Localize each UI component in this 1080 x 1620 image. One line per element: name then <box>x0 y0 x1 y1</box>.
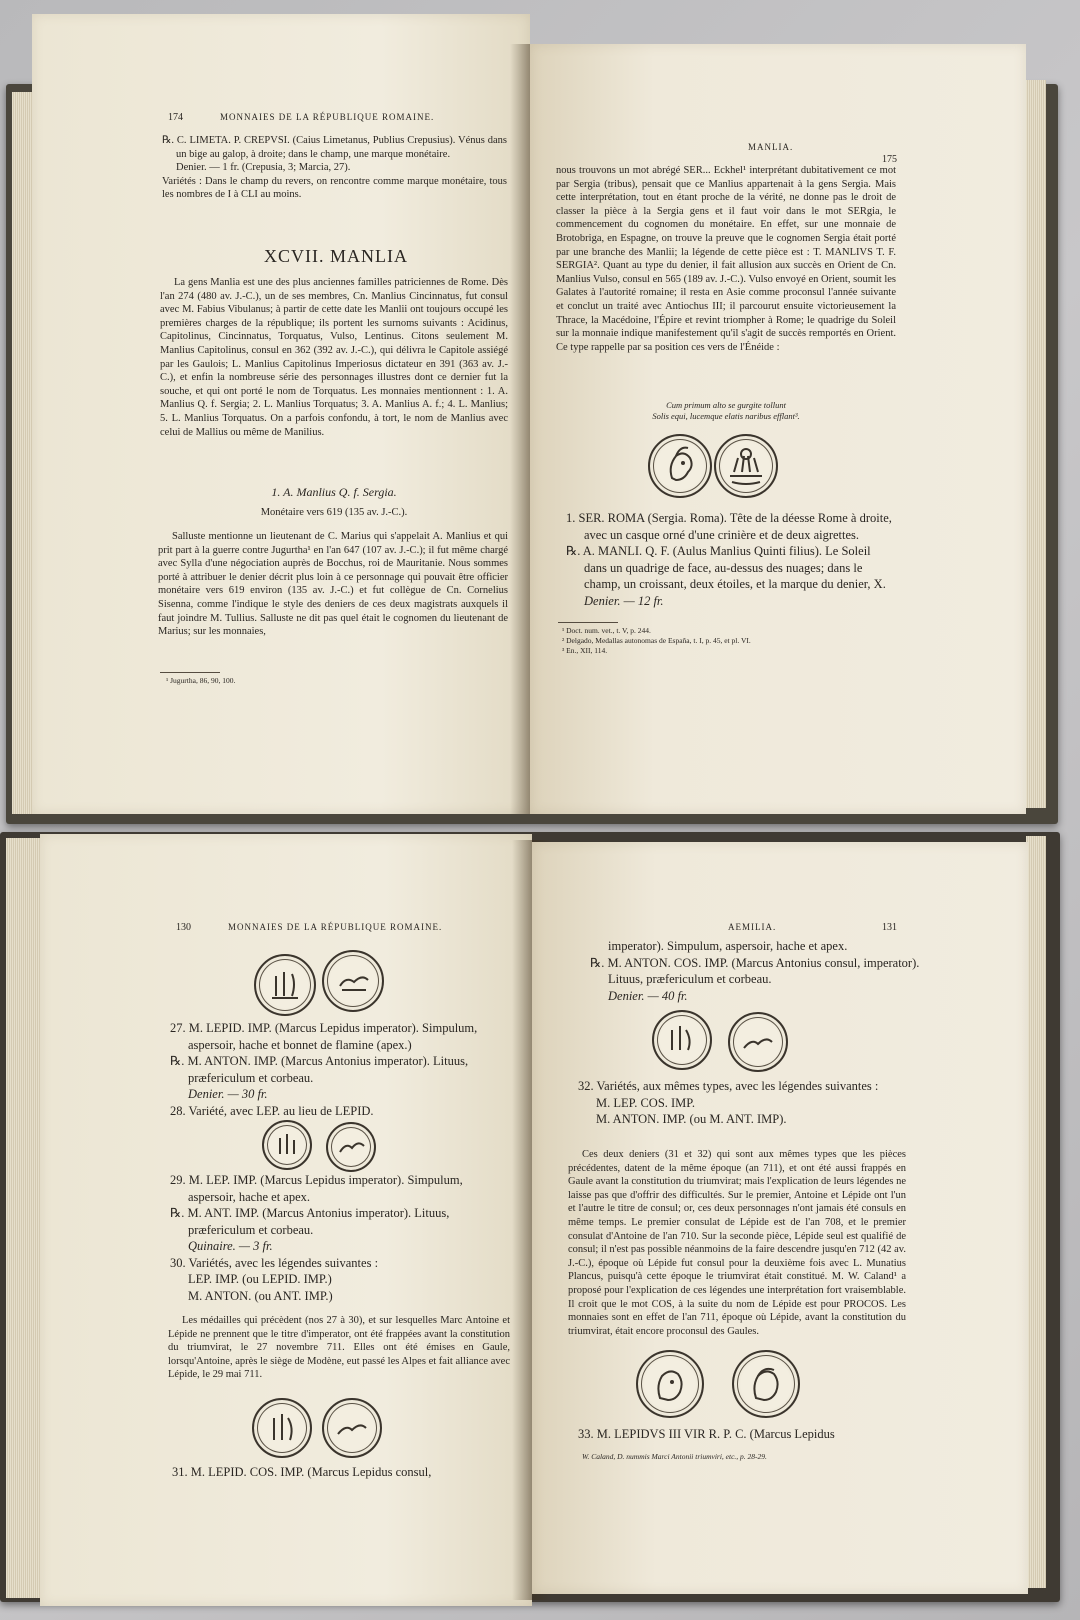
intro-paragraph: La gens Manlia est une des plus anciennes familles patriciennes de Rome. Dès l'an 274 (480 av. J.-C.), un de ses membres, Cn. Manlius Cincinnatus, fut consul avec M. Fabius Vibulanus; à partir de cette date les Manlii ont toujours occupé les premières charges de la république; ils portent les surnoms suivants : Acidinus, Capitolinus, Cincinnatus, Torquatus, Vulso, Lentinus. Citons seulement M. Manlius Capitolinus, consul en 362 (392 av. J.-C.), qui délivra le Capitole assiégé par les Gaulois; L. Manlius Capitolinus Imperiosus dictateur en 391 (363 av. J.-C.), et enfin la nombreuse série des personnages illustres dont ce dernier fut la souche, et qui ont porté le nom de Torquatus. Les monnaies mentionnent : 1. A. Manlius Q. f. Sergia; 2. L. Manlius Torquatus; 3. A. Manlius A. f.; 4. L. Manlius; 5. L. Manlius Torquatus. On a parfois confondu, à tort, le nom de Manlius avec celui de Mallius ou même de Manilius. <box>160 277 508 438</box>
note-paragraph: Ces deux deniers (31 et 32) qui sont aux mêmes types que les pièces précédentes, datent de la même époque (an 711), et ont été aussi frappés en Gaule avant la constitution du triumvirat; mais l'explication de leurs légendes ne laisse pas que d'offrir des difficultés. Sur le premier, Antoine et Lépide ont l'un et l'autre le titre de consul; or, ces deux personnages n'ont jamais été consuls en même temps. Le premier consulat de Lépide est de l'an 708, et le premier consulat d'Antoine de l'an 710. Sur la seconde pièce, Lépide seul est qualifié de consul; il n'est pas possible néanmoins de la faire descendre jusqu'en 712 (42 av. J.-C.), époque où Lépide fut consul pour la deuxième fois avec L. Munatius Plancus, puisqu'à cette époque le triumvirat était constitué. M. W. Caland¹ a proposé pour l'explication de ces légendes une interprétation fort vraisemblable. Il croit que le mot COS, à la suite du nom de Lépide est pour PROCOS. Les monnaies sont en effet de l'an 711, époque où Lépide, avant la constitution du triumvirat, était encore proconsul des Gaules. <box>568 1149 906 1337</box>
subhead: 1. A. Manlius Q. f. Sergia. <box>271 485 397 499</box>
page-175 <box>530 44 1026 814</box>
page-174 <box>32 14 530 814</box>
coin-reverse-quadriga <box>714 434 778 498</box>
footnotes: ¹ Doct. num. vet., t. V, p. 244. ² Delgado, Medallas autonomas de España, t. I, p. 45, et pl. VI. ³ En., XII, 114. <box>562 626 751 655</box>
footnote-rule <box>160 672 220 673</box>
body-paragraph: Salluste mentionne un lieutenant de C. Marius qui s'appelait A. Manlius et qui prit part à la guerre contre Jugurtha¹ en l'an 647 (107 av. J.-C.); il fut même chargé avec Sylla d'une négociation auprès de Bocchus, roi de Mauritanie. Nous sommes porté à attribuer le denier décrit plus loin à ce personnage qui pouvait être officier monétaire vers 619 environ (135 av. J.-C.) et fut collègue de Cn. Cornelius Sisenna, comme l'indique le style des deniers de ces deux magistrats auxquels il faut joindre M. Tullius. Salluste ne dit pas quel était le cognomen du lieutenant de Marius; sur les monnaies, <box>158 531 508 638</box>
coin-entries-27-28: 27. M. LEPID. IMP. (Marcus Lepidus imperator). Simpulum, aspersoir, hache et bonnet de flamine (apex.) ℞. M. ANTON. IMP. (Marcus Antonius imperator). Lituus, præfericulum et corbeau. Denier. — 30 fr. 28. Variété, avec LEP. au lieu de LEPID. <box>170 1021 478 1118</box>
coin-32-reverse <box>728 1012 788 1072</box>
subhead-date: Monétaire vers 619 (135 av. J.-C.). <box>260 507 408 518</box>
body-paragraph: nous trouvons un mot abrégé SER... Eckhel¹ interprétant dubitativement ce mot par Sergia (tribus), pensait que ce Manlius appartenait à la gens Sergia. Mais cette interprétation, tout en étant proche de la vérité, ne donne pas le droit de classer la pièce à la Sergia gens et il faut voir dans le mot SERgia, le commencement du cognomen du monétaire. En effet, sur une monnaie de Brotobriga, en Espagne, on trouve la preuve que le cognomen Sergia était porté par une branche des Manlii; la légende de cette pièce est : T. MANLIVS T. F. SERGIA². Quant au type du denier, il fait allusion aux succès en Orient de Cn. Manlius Vulso, consul en 565 (189 av. J.-C.). Vulso envoyé en Orient, soumit les Galates à l'autorité romaine; il resta en Asie comme proconsul l'année suivante et conclut un traité avec Antiochus III; il parcourut ensuite victorieusement la Thrace, la Macédoine, l'Épire et revint triompher à Rome; le quadrige du Soleil sur la monnaie indique manifestement qu'il s'agit de succès remportés en Orient. Ce type rappelle par sa position ces vers de l'Énéide : <box>556 165 896 353</box>
coin-entry-31: 31. M. LEPID. COS. IMP. (Marcus Lepidus consul, <box>172 1465 432 1479</box>
bottom-book <box>0 820 1080 1620</box>
page-131 <box>532 842 1028 1594</box>
coin-entries-29-30: 29. M. LEP. IMP. (Marcus Lepidus imperator). Simpulum, aspersoir, hache et apex. ℞. M. ANT. IMP. (Marcus Antonius imperator). Lituus, præfericulum et corbeau. Quinaire. — 3 fr. 30. Variétés, avec les légendes suivantes : LEP. IMP. (ou LEPID. IMP.) M. ANTON. (ou ANT. IMP.) <box>170 1173 463 1303</box>
coin-31-obverse <box>252 1398 312 1458</box>
coin-entry-32: 32. Variétés, aux mêmes types, avec les légendes suivantes : M. LEP. COS. IMP. M. ANTON. IMP. (ou M. ANT. IMP). <box>578 1079 879 1126</box>
page-number: 130 <box>176 922 191 933</box>
page-number: 175 <box>882 154 897 165</box>
page-number: 131 <box>882 922 897 933</box>
note-paragraph: Les médailles qui précèdent (nos 27 à 30), et sur lesquelles Marc Antoine et Lépide ne prennent que le titre d'imperator, ont été frappées avant la constitution du triumvirat, le 27 novembre 711. Elles ont été émises en Gaule, lorsqu'Antoine, après le siège de Modène, eut passé les Alpes et fait alliance avec Lépide, le 29 mai 711. <box>168 1315 510 1381</box>
bottom-book-page-edges-right <box>1026 836 1046 1588</box>
running-head: MONNAIES DE LA RÉPUBLIQUE ROMAINE. <box>220 112 435 122</box>
coin-33-obverse-portrait <box>636 1350 704 1418</box>
footnote: W. Caland, D. nummis Marci Antonii triumviri, etc., p. 28-29. <box>582 1452 767 1461</box>
entry-text: ℞. C. LIMETA. P. CREPVSI. (Caius Limetanus, Publius Crepusius). Vénus dans un bige au galop, à droite; dans le champ, une marque monétaire. Denier. — 1 fr. (Crepusia, 3; Marcia, 27). Variétés : Dans le champ du revers, on rencontre comme marque monétaire, tous les nombres de I à CLI au moins. <box>162 135 507 201</box>
coin-32-obverse <box>652 1010 712 1070</box>
footnote: ¹ Jugurtha, 86, 90, 100. <box>166 676 236 685</box>
coin-quinaire-reverse <box>326 1122 376 1172</box>
section-title: XCVII. MANLIA <box>264 246 408 266</box>
page-130 <box>40 834 532 1606</box>
coin-31-reverse <box>322 1398 382 1458</box>
verse-quote: Cum primum alto se gurgite tollunt Solis equi, lucemque elatis naribus efflant³. <box>652 400 800 421</box>
coin-obverse-roma <box>648 434 712 498</box>
coin-lepidus-obverse <box>254 954 316 1016</box>
page-number: 174 <box>168 112 183 123</box>
running-head: AEMILIA. <box>728 922 777 932</box>
coin-entry-33: 33. M. LEPIDVS III VIR R. P. C. (Marcus Lepidus <box>578 1427 835 1441</box>
coin-antonius-reverse <box>322 950 384 1012</box>
coin-quinaire-obverse <box>262 1120 312 1170</box>
coin-entry-1: 1. SER. ROMA (Sergia. Roma). Tête de la déesse Rome à droite, avec un casque orné d'une crinière et de deux aigrettes. ℞. A. MANLI. Q. F. (Aulus Manlius Quinti filius). Le Soleil dans un quadrige de face, au-dessus des nuages; dans le champ, un croissant, deux étoiles, et la marque du denier, X. Denier. — 12 fr. <box>566 511 892 608</box>
running-head: MONNAIES DE LA RÉPUBLIQUE ROMAINE. <box>228 922 443 932</box>
running-head: MANLIA. <box>748 142 794 152</box>
footnote-rule <box>558 622 618 623</box>
top-book-page-edges <box>12 92 34 814</box>
coin-33-reverse-portrait <box>732 1350 800 1418</box>
coin-entry-31-cont: imperator). Simpulum, aspersoir, hache et apex. ℞. M. ANTON. COS. IMP. (Marcus Antonius consul, imperator). Lituus, præfericulum et corbeau. Denier. — 40 fr. <box>590 939 920 1003</box>
